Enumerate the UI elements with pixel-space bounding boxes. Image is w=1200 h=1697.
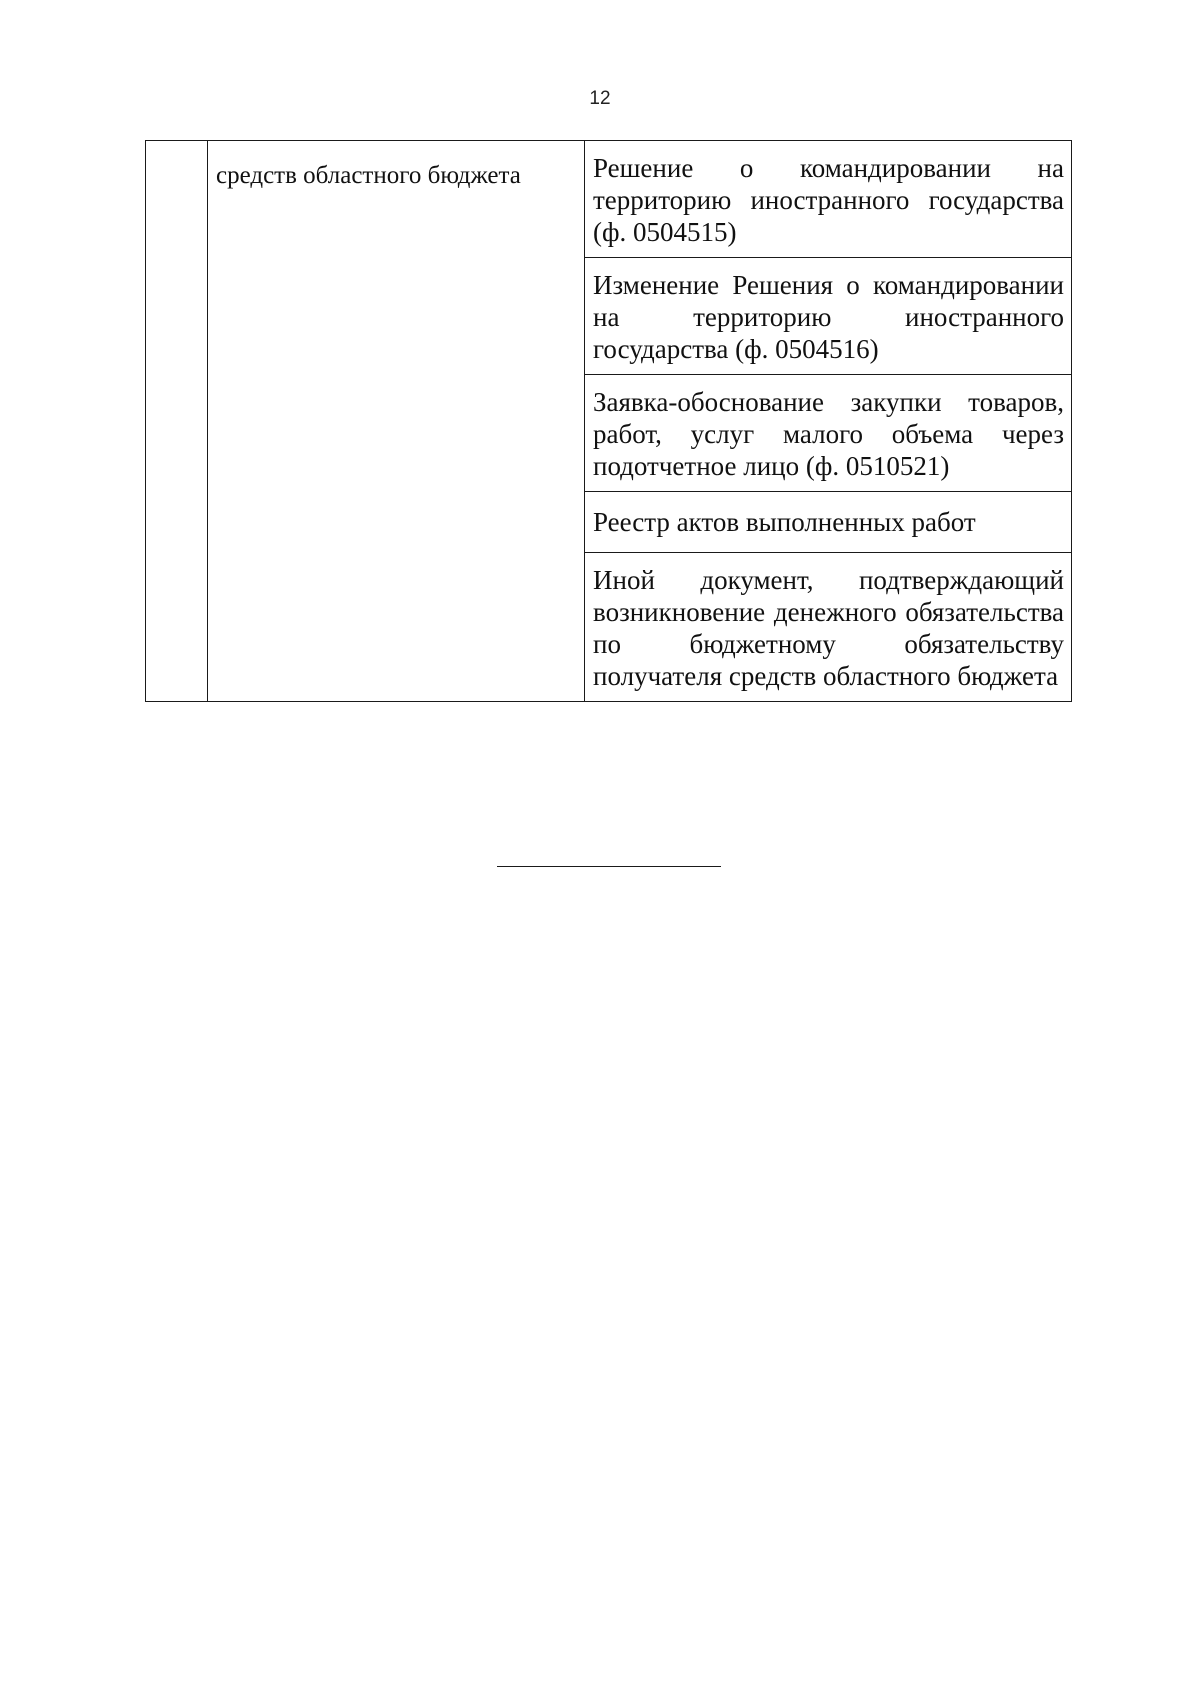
document-cell	[585, 258, 1072, 375]
document-text: Реестр актов выполненных работ	[593, 507, 976, 537]
document-cell	[585, 141, 1072, 258]
end-separator-line	[497, 866, 721, 867]
document-text: Изменение Решения о командировании на территорию иностранного государства (ф. 0504516)	[593, 270, 1064, 364]
document-cell	[585, 492, 1072, 553]
funding-source-cell	[208, 141, 585, 702]
documents-table	[145, 140, 1072, 702]
document-cell	[585, 553, 1072, 702]
page-number: 12	[589, 88, 611, 109]
funding-source-text: средств областного бюджета	[216, 162, 521, 189]
document-text: Заявка-обоснование закупки товаров, работ, услуг малого объема через подотчетное лицо (ф. 0510521)	[593, 387, 1064, 481]
number-cell	[146, 141, 208, 702]
document-text: Иной документ, подтверждающий возникновение денежного обязательства по бюджетному обязательству получателя средств областного бюджета	[593, 565, 1064, 691]
document-text: Решение о командировании на территорию иностранного государства (ф. 0504515)	[593, 153, 1064, 247]
document-cell	[585, 375, 1072, 492]
table-row	[146, 141, 1072, 258]
